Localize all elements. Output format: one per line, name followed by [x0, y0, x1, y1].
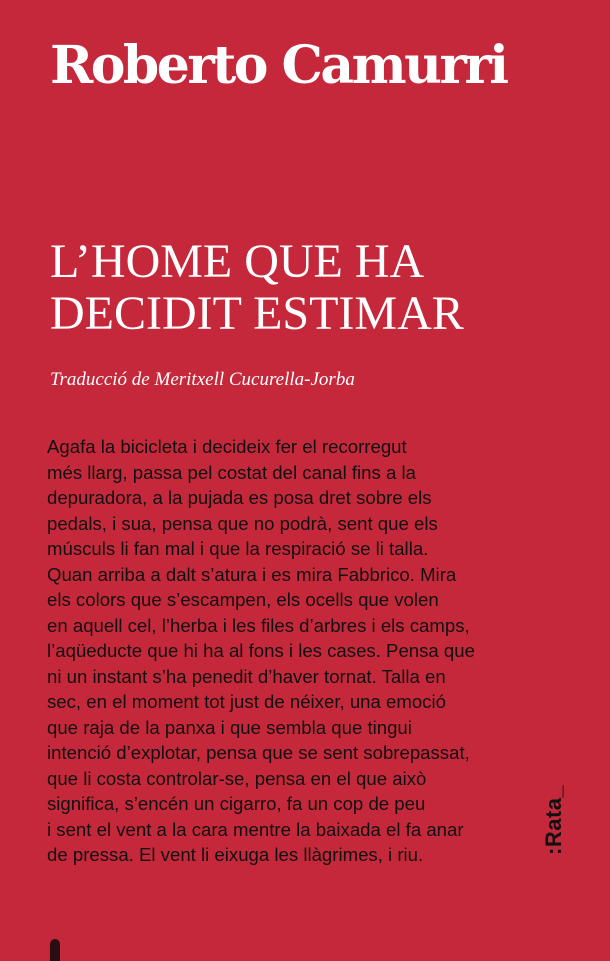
blurb-line: que raja de la panxa i que sembla que tingui: [47, 716, 412, 738]
blurb-line: els colors que s’escampen, els ocells que volen: [47, 589, 439, 610]
blurb-line: significa, s’encén un cigarro, fa un cop de peu: [47, 793, 426, 814]
blurb-line: sec, en el moment tot just de néixer, una emoció: [47, 691, 446, 712]
blurb-line: de pressa. El vent li eixuga les llàgrimes, i riu.: [47, 844, 424, 865]
blurb-line: més llarg, passa pel costat del canal fins a la: [47, 461, 416, 483]
book-title: [50, 236, 464, 340]
blurb-line: depuradora, a la pujada es posa dret sobre els: [47, 487, 432, 508]
blurb-text: [47, 434, 475, 868]
blurb-line: ni un instant s’ha penedit d’haver tornat. Talla en: [47, 665, 446, 687]
blurb-line: Agafa la bicicleta i decideix fer el recorregut: [47, 436, 407, 457]
title-line: DECIDIT ESTIMAR: [50, 287, 464, 340]
bookmark-tab: [50, 939, 60, 961]
blurb-line: l’aqüeducte que hi ha al fons i les cases. Pensa que: [47, 640, 475, 661]
blurb-line: que li costa controlar-se, pensa en el que això: [47, 767, 427, 789]
blurb-line: i sent el vent a la cara mentre la baixada el fa anar: [47, 818, 464, 840]
blurb-line: en aquell cel, l’herba i les files d’arbres i els camps,: [47, 614, 470, 636]
author-name: Roberto Camurri: [50, 35, 507, 96]
blurb-line: músculs li fan mal i que la respiració se li talla.: [47, 538, 429, 559]
publisher-logo: :Rata_: [541, 784, 566, 855]
blurb-line: Quan arriba a dalt s’atura i es mira Fabbrico. Mira: [47, 563, 457, 585]
title-line: L’HOME QUE HA: [50, 235, 425, 288]
blurb-line: intenció d’explotar, pensa que se sent sobrepassat,: [47, 742, 470, 763]
translator-credit: Traducció de Meritxell Cucurella-Jorba: [50, 369, 355, 390]
blurb-line: pedals, i sua, pensa que no podrà, sent que els: [47, 512, 438, 534]
